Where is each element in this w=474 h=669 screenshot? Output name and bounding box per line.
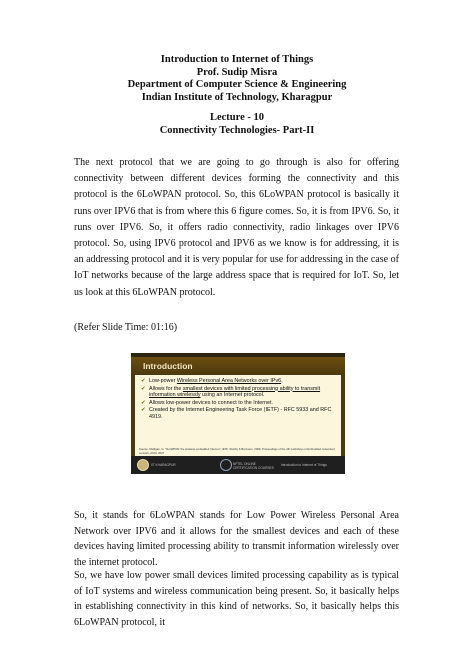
- slide-title: Introduction: [143, 361, 193, 371]
- slide-bullet: ✔ Created by the Internet Engineering Task Force (IETF) - RFC 5933 and RFC 4919.: [141, 407, 332, 420]
- slide-bullet: ✔ Allows low-power devices to connect to the Internet.: [141, 399, 274, 406]
- instructor-name: Prof. Sudip Misra: [196, 66, 278, 78]
- document-header: [0, 54, 474, 104]
- check-icon: ✔: [141, 399, 146, 406]
- institute-name: Indian Institute of Technology, Kharagpur: [141, 91, 333, 103]
- course-title: Introduction to Internet of Things: [160, 54, 314, 65]
- paragraph-3: So, we have low power small devices limited processing capability as is typical of IoT systems and wireless communication being present. So, it basically helps in establishing connectivity in this kind of networks. So, it basically helps this 6LoWPAN protocol, it: [74, 570, 399, 628]
- footer-course-name: Introduction to Internet of Things: [281, 463, 327, 467]
- lecture-header: [0, 112, 474, 137]
- slide-bullet-list: [135, 375, 341, 421]
- department-name: Department of Computer Science & Engineering: [127, 79, 347, 91]
- slide-footer: [131, 456, 345, 474]
- lecture-slide-image: [131, 353, 345, 474]
- check-icon: ✔: [141, 378, 146, 384]
- lecture-topic: Connectivity Technologies- Part-II: [159, 124, 315, 136]
- footer-institute: IIT KHARAGPUR: [151, 463, 176, 467]
- lecture-number: Lecture - 10: [209, 112, 265, 123]
- footer-course-label: NPTEL ONLINE CERTIFICATION COURSES: [233, 462, 274, 470]
- nptel-logo-icon: [220, 459, 232, 471]
- slide-body: [135, 375, 341, 456]
- check-icon: ✔: [141, 407, 146, 414]
- paragraph-2: So, it stands for 6LoWPAN stands for Low Power Wireless Personal Area Network over IPV6 and it allows for the smallest devices and each of these devices having limited processing ability to transmit information wirelessly over the internet protocol.: [74, 510, 399, 568]
- paragraph-1: The next protocol that we are going to go through is also for offering connectivity between different devices forming the connectivity and this protocol is the 6LoWPAN protocol. So, this 6LoWPAN protocol is basically it runs over IPV6 that is from where this 6 figure comes. So, it is from IPV6. So, it runs over IPV6. So, it offers radio connectivity, radio linkages over IPV6 protocol. So, using IPV6 protocol and IPV6 as we know is for addressing, it is an addressing protocol and it is very popular for use for addressing in the case of IoT networks because of the large address space that is required for IoT. So, let us look at this 6LoWPAN protocol.: [74, 157, 399, 298]
- check-icon: ✔: [141, 385, 146, 392]
- slide-time-reference: (Refer Slide Time: 01:16): [74, 322, 178, 333]
- iit-kharagpur-logo-icon: [137, 459, 149, 471]
- slide-citation: Source: Mulligan, G. "6LoWPAN: the wireless embedded Internet", IETF, Shelby & Bormann, 2009. Proceedings of the 4th workshop on Embedded networked sensors, ACM, 2007: [139, 447, 335, 455]
- slide-bullet: ✔ Low-power Wireless Personal Area Networks over IPv6.: [141, 378, 283, 384]
- slide-bullet: ✔ Allows for the smallest devices with limited processing ability to transmit information wirelessly using an Internet protocol.: [141, 385, 321, 399]
